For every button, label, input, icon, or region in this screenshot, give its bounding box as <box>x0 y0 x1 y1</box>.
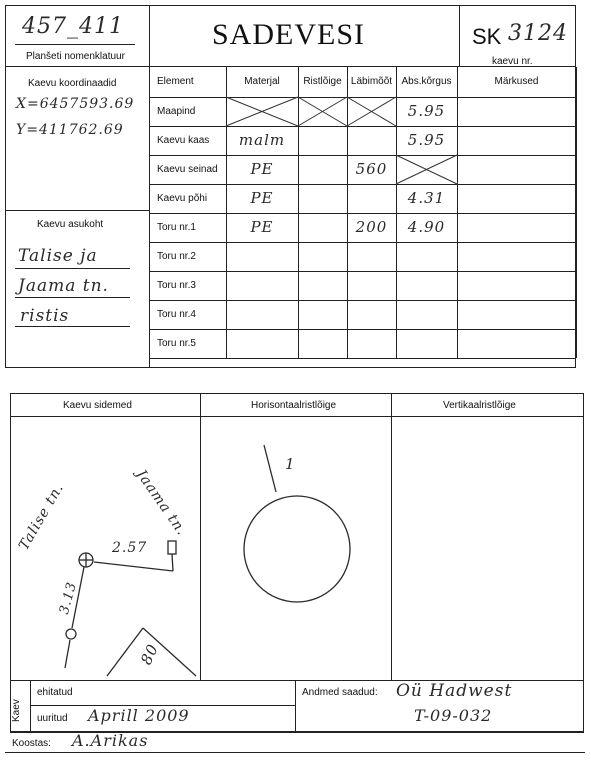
table-row-label: Maapind <box>157 106 196 117</box>
well-prefix: SK <box>472 24 502 49</box>
location-line-3: ristis <box>20 306 70 326</box>
table-header-cell: Ristlõige <box>303 76 342 87</box>
street-label-1: Talise tn. <box>16 480 68 553</box>
table-cell-material: PE <box>250 160 274 178</box>
table-header-cell: Läbimõõt <box>350 76 393 87</box>
table-header-cell: Abs.kõrgus <box>401 76 452 87</box>
side-label: Kaev <box>11 699 22 722</box>
page-title: SADEVESI <box>212 18 366 51</box>
vertical-panel-title: Vertikaalristlõige <box>443 400 516 411</box>
author-value: A.Arikas <box>72 731 149 750</box>
data-source-value-2: T-09-032 <box>414 706 493 725</box>
links-panel-title: Kaevu sidemed <box>63 400 132 411</box>
surveyed-label: uuritud <box>37 713 68 724</box>
well-number: 3124 <box>508 21 568 46</box>
coords-label: Kaevu koordinaadid <box>28 78 117 89</box>
table-cell-material: malm <box>238 131 286 149</box>
table-cell-diameter: 200 <box>355 218 388 236</box>
dimension-label-2: 3.13 <box>57 580 81 616</box>
footer-mid-divider <box>295 680 296 732</box>
location-label: Kaevu asukoht <box>37 219 104 230</box>
table-cell-height: 5.95 <box>407 131 446 149</box>
sheet-label: Planšeti nomenklatuur <box>26 51 125 62</box>
location-line-1: Talise ja <box>18 246 98 266</box>
table-header-cell: Element <box>157 76 194 87</box>
data-source-value-1: Oü Hadwest <box>396 681 513 701</box>
table-cell-material: PE <box>250 218 274 236</box>
table-cell-height: 5.95 <box>407 102 446 120</box>
author-label: Koostas: <box>12 738 51 749</box>
table-row-label: Toru nr.1 <box>157 222 196 233</box>
gully-symbol <box>66 629 76 639</box>
table-row-label: Toru nr.3 <box>157 280 196 291</box>
sheet-number: 457_411 <box>22 14 124 39</box>
pipe-number-label: 1 <box>285 455 296 473</box>
location-line-2: Jaama tn. <box>18 276 109 296</box>
building-number: 80 <box>137 640 163 668</box>
hydrant-symbol <box>168 541 176 554</box>
building-edge-1 <box>107 628 143 676</box>
table-row-label: Kaevu põhi <box>157 193 208 204</box>
street-label-2: Jaama tn. <box>132 467 190 539</box>
table-row-label: Toru nr.4 <box>157 309 196 320</box>
table-cell-height: 4.31 <box>407 189 446 207</box>
table-header-cell: Materjal <box>244 76 280 87</box>
dimension-label-1: 2.57 <box>112 540 148 556</box>
table-row-label: Kaevu seinad <box>157 164 218 175</box>
hydrant-stem <box>172 554 173 571</box>
horizontal-panel-title: Horisontaalristlõige <box>251 400 337 411</box>
pipe-line-down <box>65 640 70 668</box>
table-header-cell: Märkused <box>494 76 539 87</box>
footer-side-divider <box>30 680 31 732</box>
coord-x: X=6457593.69 <box>16 96 135 112</box>
table-row-label: Kaevu kaas <box>157 135 210 146</box>
dim-line-1 <box>94 562 173 571</box>
well-cross-section <box>244 496 350 602</box>
author-row-bottom <box>5 752 585 753</box>
well-label: kaevu nr. <box>492 56 533 67</box>
table-row-label: Toru nr.5 <box>157 338 196 349</box>
table-cell-height: 4.90 <box>407 218 446 236</box>
built-label: ehitatud <box>37 687 73 698</box>
table-cell-diameter: 560 <box>355 160 388 178</box>
table-row-label: Toru nr.2 <box>157 251 196 262</box>
data-source-label: Andmed saadud: <box>302 687 378 698</box>
coord-y: Y=411762.69 <box>16 122 124 138</box>
surveyed-value: Aprill 2009 <box>88 706 190 725</box>
pipe-direction <box>264 445 276 492</box>
table-cell-material: PE <box>250 189 274 207</box>
